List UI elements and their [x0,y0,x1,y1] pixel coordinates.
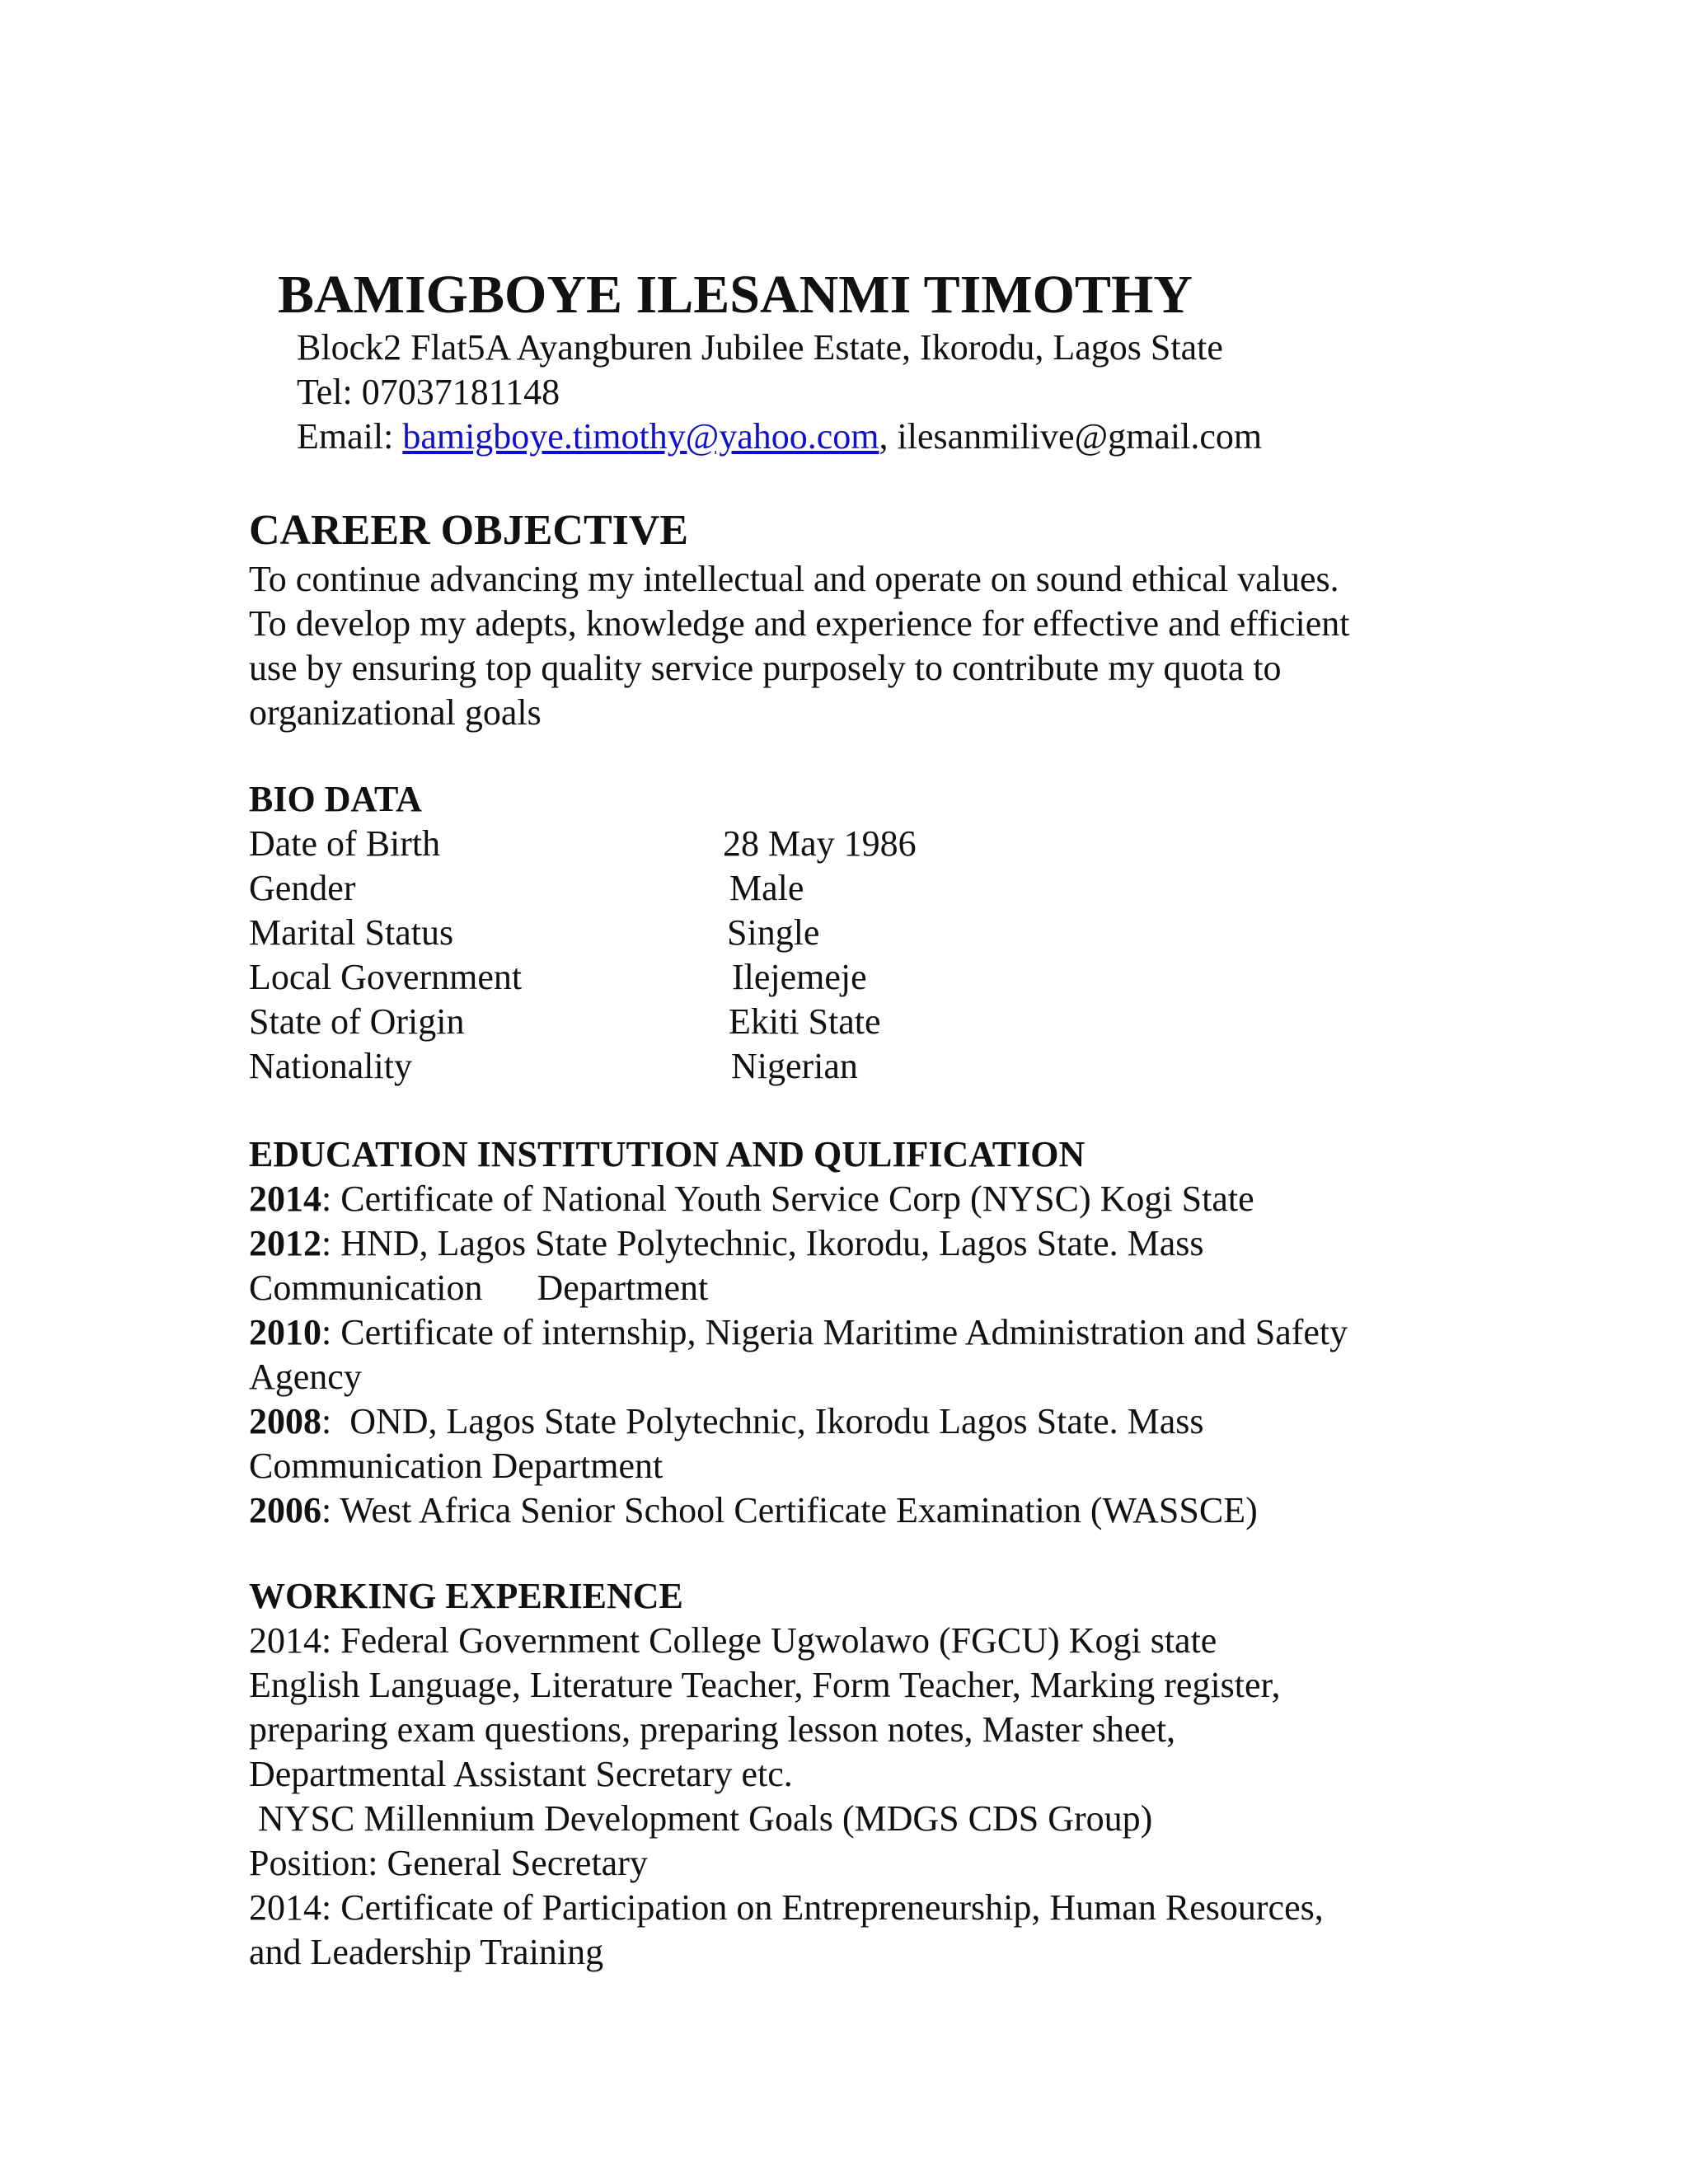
email-link[interactable]: bamigboye.timothy@yahoo.com [402,416,879,457]
education-text: : OND, Lagos State Polytechnic, Ikorodu Lagos State. Mass [321,1401,1204,1441]
education-entry [249,1310,1452,1355]
address-line: Block2 Flat5A Ayangburen Jubilee Estate, Ikorodu, Lagos State [297,327,1223,368]
telephone-line: Tel: 07037181148 [297,372,560,412]
education-text: : West Africa Senior School Certificate Examination (WASSCE) [321,1490,1258,1530]
email-secondary: , ilesanmilive@gmail.com [879,416,1263,457]
working-experience-heading: WORKING EXPERIENCE [249,1576,683,1616]
contact-block [297,326,1262,459]
bio-label: State of Origin [249,1001,465,1042]
education-entry [249,1355,1452,1399]
education-year: 2010 [249,1312,321,1352]
bio-row-date-of-birth [249,822,1452,866]
experience-line: 2014: Federal Government College Ugwolawo (FGCU) Kogi state [249,1620,1217,1661]
experience-line: preparing exam questions, preparing lesson notes, Master sheet, [249,1709,1176,1750]
bio-value: Ilejemeje [732,957,867,997]
education-text: : Certificate of internship, Nigeria Maritime Administration and Safety [321,1312,1348,1352]
bio-row-marital-status [249,911,1452,955]
working-experience-section [249,1574,1452,1975]
bio-data-heading: BIO DATA [249,779,422,819]
bio-value: Nigerian [731,1046,858,1086]
bio-value: 28 May 1986 [723,823,917,864]
education-year: 2008 [249,1401,321,1441]
education-heading: EDUCATION INSTITUTION AND QULIFICATION [249,1134,1085,1174]
education-text: Communication Department [249,1268,709,1308]
education-text: : HND, Lagos State Polytechnic, Ikorodu, Lagos State. Mass [321,1223,1204,1263]
education-text: : Certificate of National Youth Service Corp (NYSC) Kogi State [321,1179,1254,1219]
bio-value: Male [729,868,804,908]
experience-line: English Language, Literature Teacher, Form Teacher, Marking register, [249,1665,1281,1705]
career-objective-line: To develop my adepts, knowledge and experience for effective and efficient [249,603,1350,644]
education-entry [249,1266,1452,1310]
education-text: Agency [249,1357,362,1397]
email-prefix: Email: [297,416,403,457]
experience-line: NYSC Millennium Development Goals (MDGS CDS Group) [249,1798,1153,1839]
email-line [297,415,1262,459]
education-text: Communication Department [249,1446,663,1486]
bio-label: Local Government [249,957,523,997]
education-entry [249,1488,1452,1533]
education-year: 2006 [249,1490,321,1530]
bio-row-gender [249,866,1452,911]
education-year: 2014 [249,1179,321,1219]
education-entry [249,1399,1452,1444]
education-entry [249,1177,1452,1221]
bio-label: Gender [249,868,356,908]
bio-data-section [249,777,1452,1089]
experience-line: Position: General Secretary [249,1843,648,1883]
experience-line: Departmental Assistant Secretary etc. [249,1754,793,1794]
experience-line: and Leadership Training [249,1932,604,1972]
experience-line: 2014: Certificate of Participation on Entrepreneurship, Human Resources, [249,1887,1324,1928]
bio-label: Marital Status [249,912,454,953]
bio-label: Date of Birth [249,823,441,864]
education-entry [249,1221,1452,1266]
bio-row-local-government [249,955,1452,1000]
education-year: 2012 [249,1223,321,1263]
career-objective-line: use by ensuring top quality service purposely to contribute my quota to [249,648,1282,688]
applicant-name: BAMIGBOYE ILESANMI TIMOTHY [278,265,1193,325]
career-objective-line: To continue advancing my intellectual and operate on sound ethical values. [249,559,1339,599]
bio-row-nationality [249,1044,1452,1089]
bio-value: Single [727,912,820,953]
career-objective-heading: CAREER OBJECTIVE [249,507,689,554]
career-objective-section [249,504,1452,735]
career-objective-line: organizational goals [249,692,542,733]
bio-row-state-of-origin [249,1000,1452,1044]
education-section [249,1132,1452,1533]
education-entry [249,1444,1452,1488]
bio-label: Nationality [249,1046,412,1086]
bio-value: Ekiti State [729,1001,881,1042]
